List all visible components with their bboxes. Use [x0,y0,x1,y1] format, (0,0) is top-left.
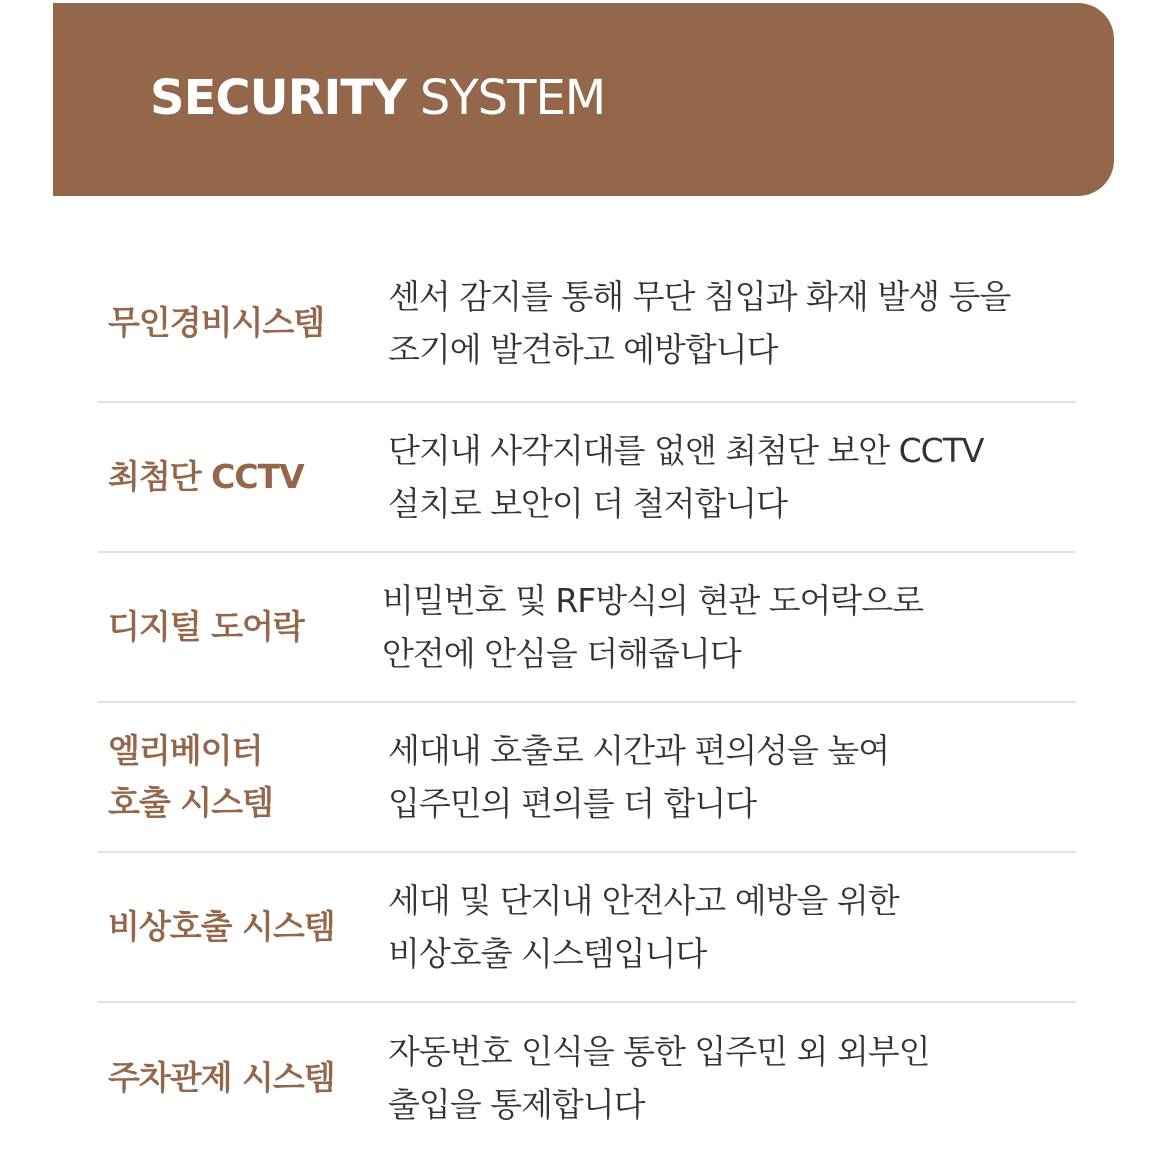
feature-description: 세대내 호출로 시간과 편의성을 높여 입주민의 편의를 더 합니다 [388,731,890,823]
feature-description: 세대 및 단지내 안전사고 예방을 위한 비상호출 시스템입니다 [388,881,899,973]
feature-label: 엘리베이터 호출 시스템 [108,731,273,822]
feature-label: 무인경비시스템 [108,303,325,342]
feature-label: 비상호출 시스템 [108,907,335,946]
feature-label: 최첨단 CCTV [108,457,304,496]
feature-description: 단지내 사각지대를 없앤 최첨단 보안 CCTV 설치로 보안이 더 철저합니다 [388,431,984,523]
feature-row [98,703,1076,853]
feature-list [98,245,1076,1153]
section-header [53,3,1114,196]
feature-description: 자동번호 인식을 통한 입주민 외 외부인 출입을 통제합니다 [388,1032,930,1124]
feature-label: 주차관제 시스템 [108,1058,335,1097]
section-title [150,70,605,126]
feature-row [98,245,1076,403]
feature-row [98,553,1076,703]
feature-description: 비밀번호 및 RF방식의 현관 도어락으로 안전에 안심을 더해줍니다 [382,581,924,673]
feature-row [98,853,1076,1003]
feature-description: 센서 감지를 통해 무단 침입과 화재 발생 등을 조기에 발견하고 예방합니다 [388,277,1011,369]
feature-row [98,403,1076,553]
feature-row [98,1003,1076,1153]
section-title-strong: SECURITY [150,69,406,126]
section-title-light: SYSTEM [419,69,606,126]
feature-label: 디지털 도어락 [108,607,304,646]
